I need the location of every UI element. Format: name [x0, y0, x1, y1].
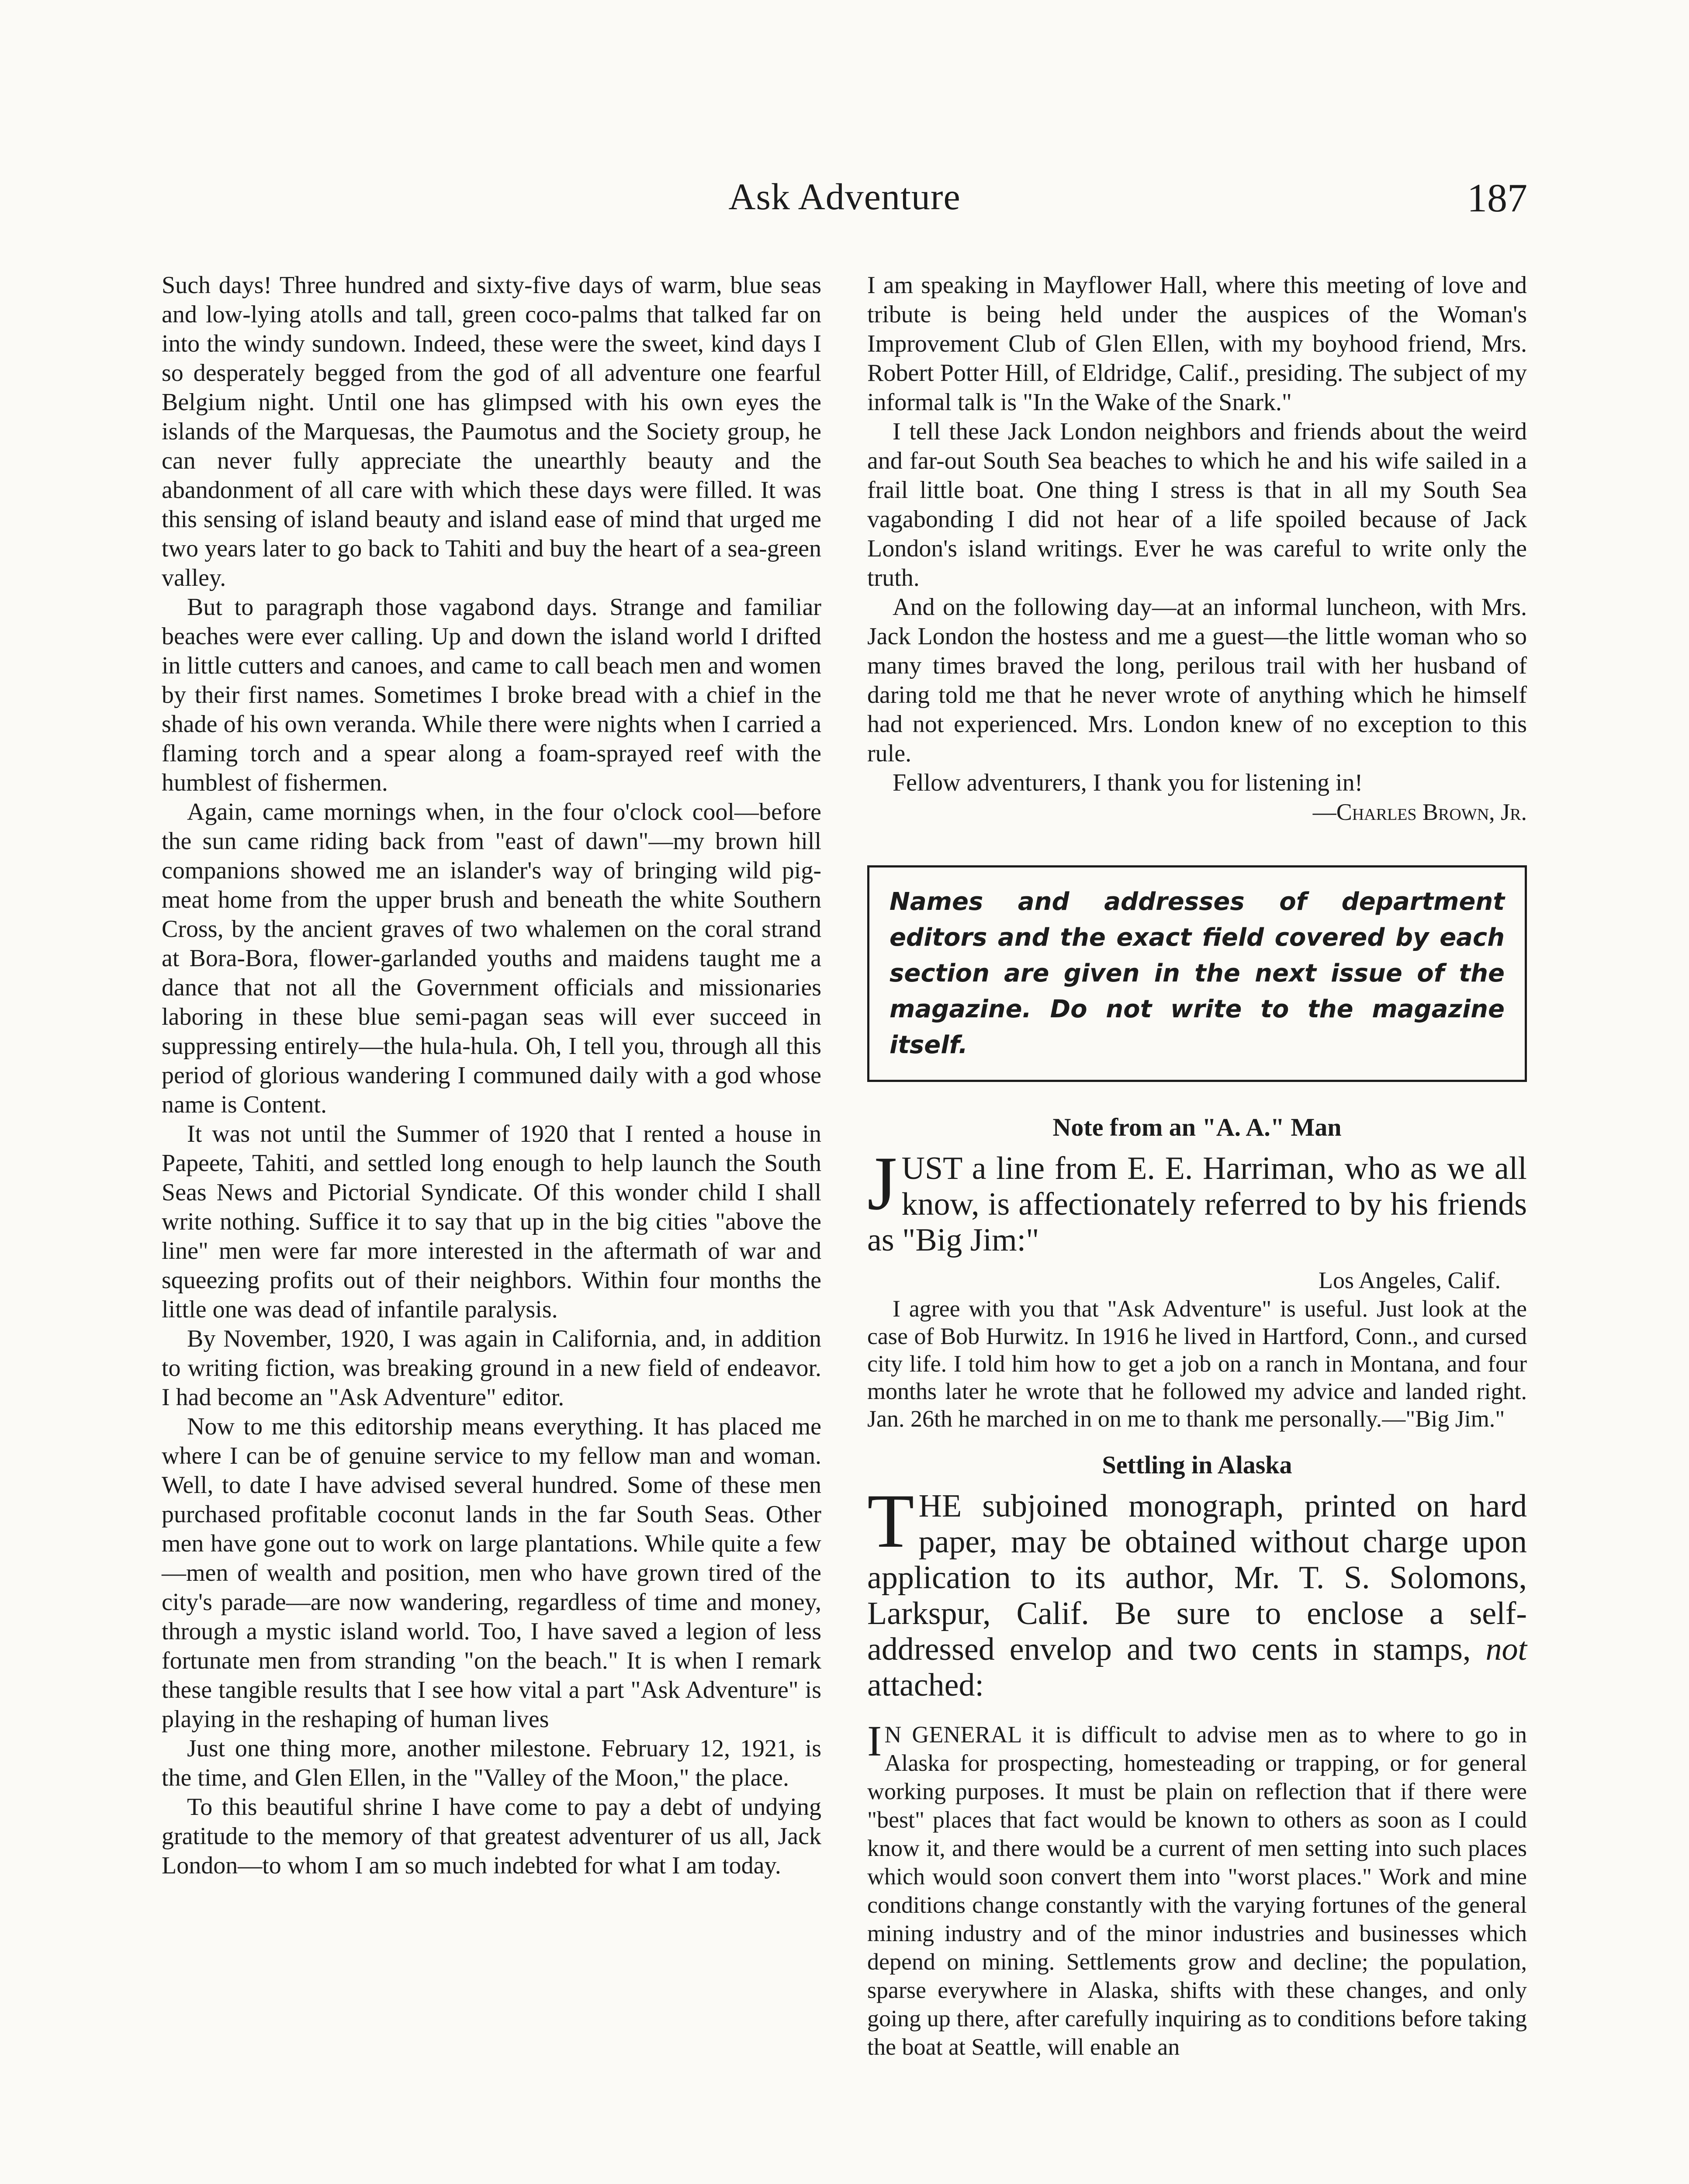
- paragraph: Such days! Three hundred and sixty-five days of warm, blue seas and low-lying atolls and tall, green coco-palms that talked far on into the windy sundown. Indeed, these were the sweet, kind days I so desperately begged from the god of all adventure one fearful Belgium night. Until one has glimpsed with his own eyes the islands of the Marquesas, the Paumotus and the Society group, he can never fully appreciate the unearthly beauty and the abandonment of all care with which these days were filled. It was this sensing of island beauty and island ease of mind that urged me two years later to go back to Tahiti and buy the heart of a sea-green valley.: [162, 272, 821, 591]
- right-column: [867, 271, 1527, 2061]
- section-heading-note: Note from an "A. A." Man: [1052, 1113, 1342, 1141]
- alaska-lead-emphasis: not: [1485, 1631, 1527, 1667]
- paragraph: To this beautiful shrine I have come to pay a debt of undying gratitude to the memory of that greatest adventurer of us all, Jack London—to whom I am so much indebted for what I am today.: [162, 1794, 821, 1879]
- monograph-body: N GENERAL it is difficult to advise men as to where to go in Alaska for prospecting, homesteading or trapping, or for general working purposes. It must be plain on reflection that if there were "best" places that fact would be known to others as soon as I could know it, and there would be a current of men setting into such places which would soon convert them into "worst places." Work and mine conditions change constantly with the varying fortunes of the general mining industry and of the minor industries and businesses which depend on mining. Settlements grow and decline; the population, sparse everywhere in Alaska, shifts with these changes, and only going up there, after carefully inquiring as to conditions before taking the boat at Seattle, will enable an: [867, 1721, 1527, 2060]
- paragraph: I tell these Jack London neighbors and friends about the weird and far-out South Sea beaches to which he and his wife sailed in a frail little boat. One thing I stress is that in all my South Sea vagabonding I did not hear of a life spoiled because of Jack London's island writings. Ever he was careful to write only the truth.: [867, 418, 1527, 591]
- paragraph: But to paragraph those vagabond days. Strange and familiar beaches were ever calling. Up and down the island world I drifted in little cutters and canoes, and came to call beach men and women by their first names. Sometimes I broke bread with a chief in the shade of his own veranda. While there were nights when I carried a flaming torch and a spear along a foam-sprayed reef with the humblest of fishermen.: [162, 594, 821, 796]
- paragraph: Just one thing more, another milestone. February 12, 1921, is the time, and Glen Ellen, in the "Valley of the Moon," the place.: [162, 1735, 821, 1791]
- alaska-lead-text: HE subjoined monograph, printed on hard paper, may be obtained without charge upon application to its author, Mr. T. S. Solomons, Larkspur, Calif. Be sure to enclose a self-addressed envelop and two cents in stamps,: [867, 1488, 1527, 1667]
- paragraph: Again, came mornings when, in the four o'clock cool—before the sun came riding back from "east of dawn"—my brown hill companions showed me an islander's way of bringing wild pig-meat home from the upper brush and beneath the white Southern Cross, by the ancient graves of two whalemen on the coral strand at Bora-Bora, flower-garlanded youths and maidens taught me a dance that not all the Government officials and missionaries laboring in these blue semi-pagan seas will ever succeed in suppressing entirely—the hula-hula. Oh, I tell you, through all this period of glorious wandering I communed daily with a god whose name is Content.: [162, 798, 821, 1118]
- letter-dateline: Los Angeles, Calif.: [1319, 1267, 1501, 1293]
- page-number: 187: [1467, 176, 1527, 220]
- editors-notice-box: Names and addresses of department editors and the exact field covered by each section are given in the next issue of the magazine. Do not write to the magazine itself.: [867, 865, 1527, 1082]
- monograph-text: [867, 1717, 1527, 2061]
- note-lead-text: UST a line from E. E. Harriman, who as we all know, is affectionately referred to by his friends as "Big Jim:": [867, 1151, 1527, 1258]
- drop-cap: T: [867, 1479, 914, 1564]
- paragraph: Fellow adventurers, I thank you for listening in!: [893, 769, 1363, 796]
- alaska-lead: [867, 1479, 1527, 1703]
- letter: [867, 1295, 1527, 1433]
- paragraph: I am speaking in Mayflower Hall, where this meeting of love and tribute is being held under the auspices of the Woman's Improvement Club of Glen Ellen, with my boyhood friend, Mrs. Robert Potter Hill, of Eldridge, Calif., presiding. The subject of my informal talk is "In the Wake of the Snark.": [867, 272, 1527, 416]
- paragraph: Now to me this editorship means everything. It has placed me where I can be of genuine service to my fellow man and woman. Well, to date I have advised several hundred. Some of these men purchased profitable coconut lands in the far South Seas. Other men have gone out to work on large plantations. While quite a few—men of wealth and position, men who have grown tired of the city's parade—are now wandering, regardless of time and money, through a mystic island world. Too, I have saved a legion of less fortunate men from stranding "on the beach." It is when I remark these tangible results that I see how vital a part "Ask Adventure" is playing in the reshaping of human lives: [162, 1413, 821, 1733]
- running-title: Ask Adventure: [728, 176, 961, 218]
- paragraph: And on the following day—at an informal luncheon, with Mrs. Jack London the hostess and me a guest—the little woman who so many times braved the long, perilous trail with her husband of daring told me that he never wrote of anything which he himself had not experienced. Mrs. London knew of no exception to this rule.: [867, 594, 1527, 767]
- note-lead: [867, 1141, 1527, 1258]
- section-heading-alaska: Settling in Alaska: [1102, 1451, 1292, 1479]
- letter-body: I agree with you that "Ask Adventure" is useful. Just look at the case of Bob Hurwitz. In 1916 he lived in Hartford, Conn., and cursed city life. I told him how to get a job on a ranch in Montana, and four months later he wrote that he followed my advice and landed right. Jan. 26th he marched in on me to thank me personally.—"Big Jim.": [867, 1296, 1527, 1432]
- alaska-lead-tail: attached:: [867, 1667, 984, 1703]
- left-column: [162, 271, 821, 1880]
- drop-cap: I: [867, 1717, 882, 1765]
- drop-cap: J: [867, 1141, 897, 1226]
- paragraph: It was not until the Summer of 1920 that I rented a house in Papeete, Tahiti, and settled long enough to help launch the South Seas News and Pictorial Syndicate. Of this wonder child I shall write nothing. Suffice it to say that up in the big cities "above the line" men were far more interested in the aftermath of war and squeezing profits out of their neighbors. Within four months the little one was dead of infantile paralysis.: [162, 1120, 821, 1323]
- signature: —Charles Brown, Jr.: [1312, 799, 1527, 825]
- page-header: [162, 175, 1527, 232]
- paragraph: By November, 1920, I was again in California, and, in addition to writing fiction, was breaking ground in a new field of endeavor. I had become an "Ask Adventure" editor.: [162, 1325, 821, 1411]
